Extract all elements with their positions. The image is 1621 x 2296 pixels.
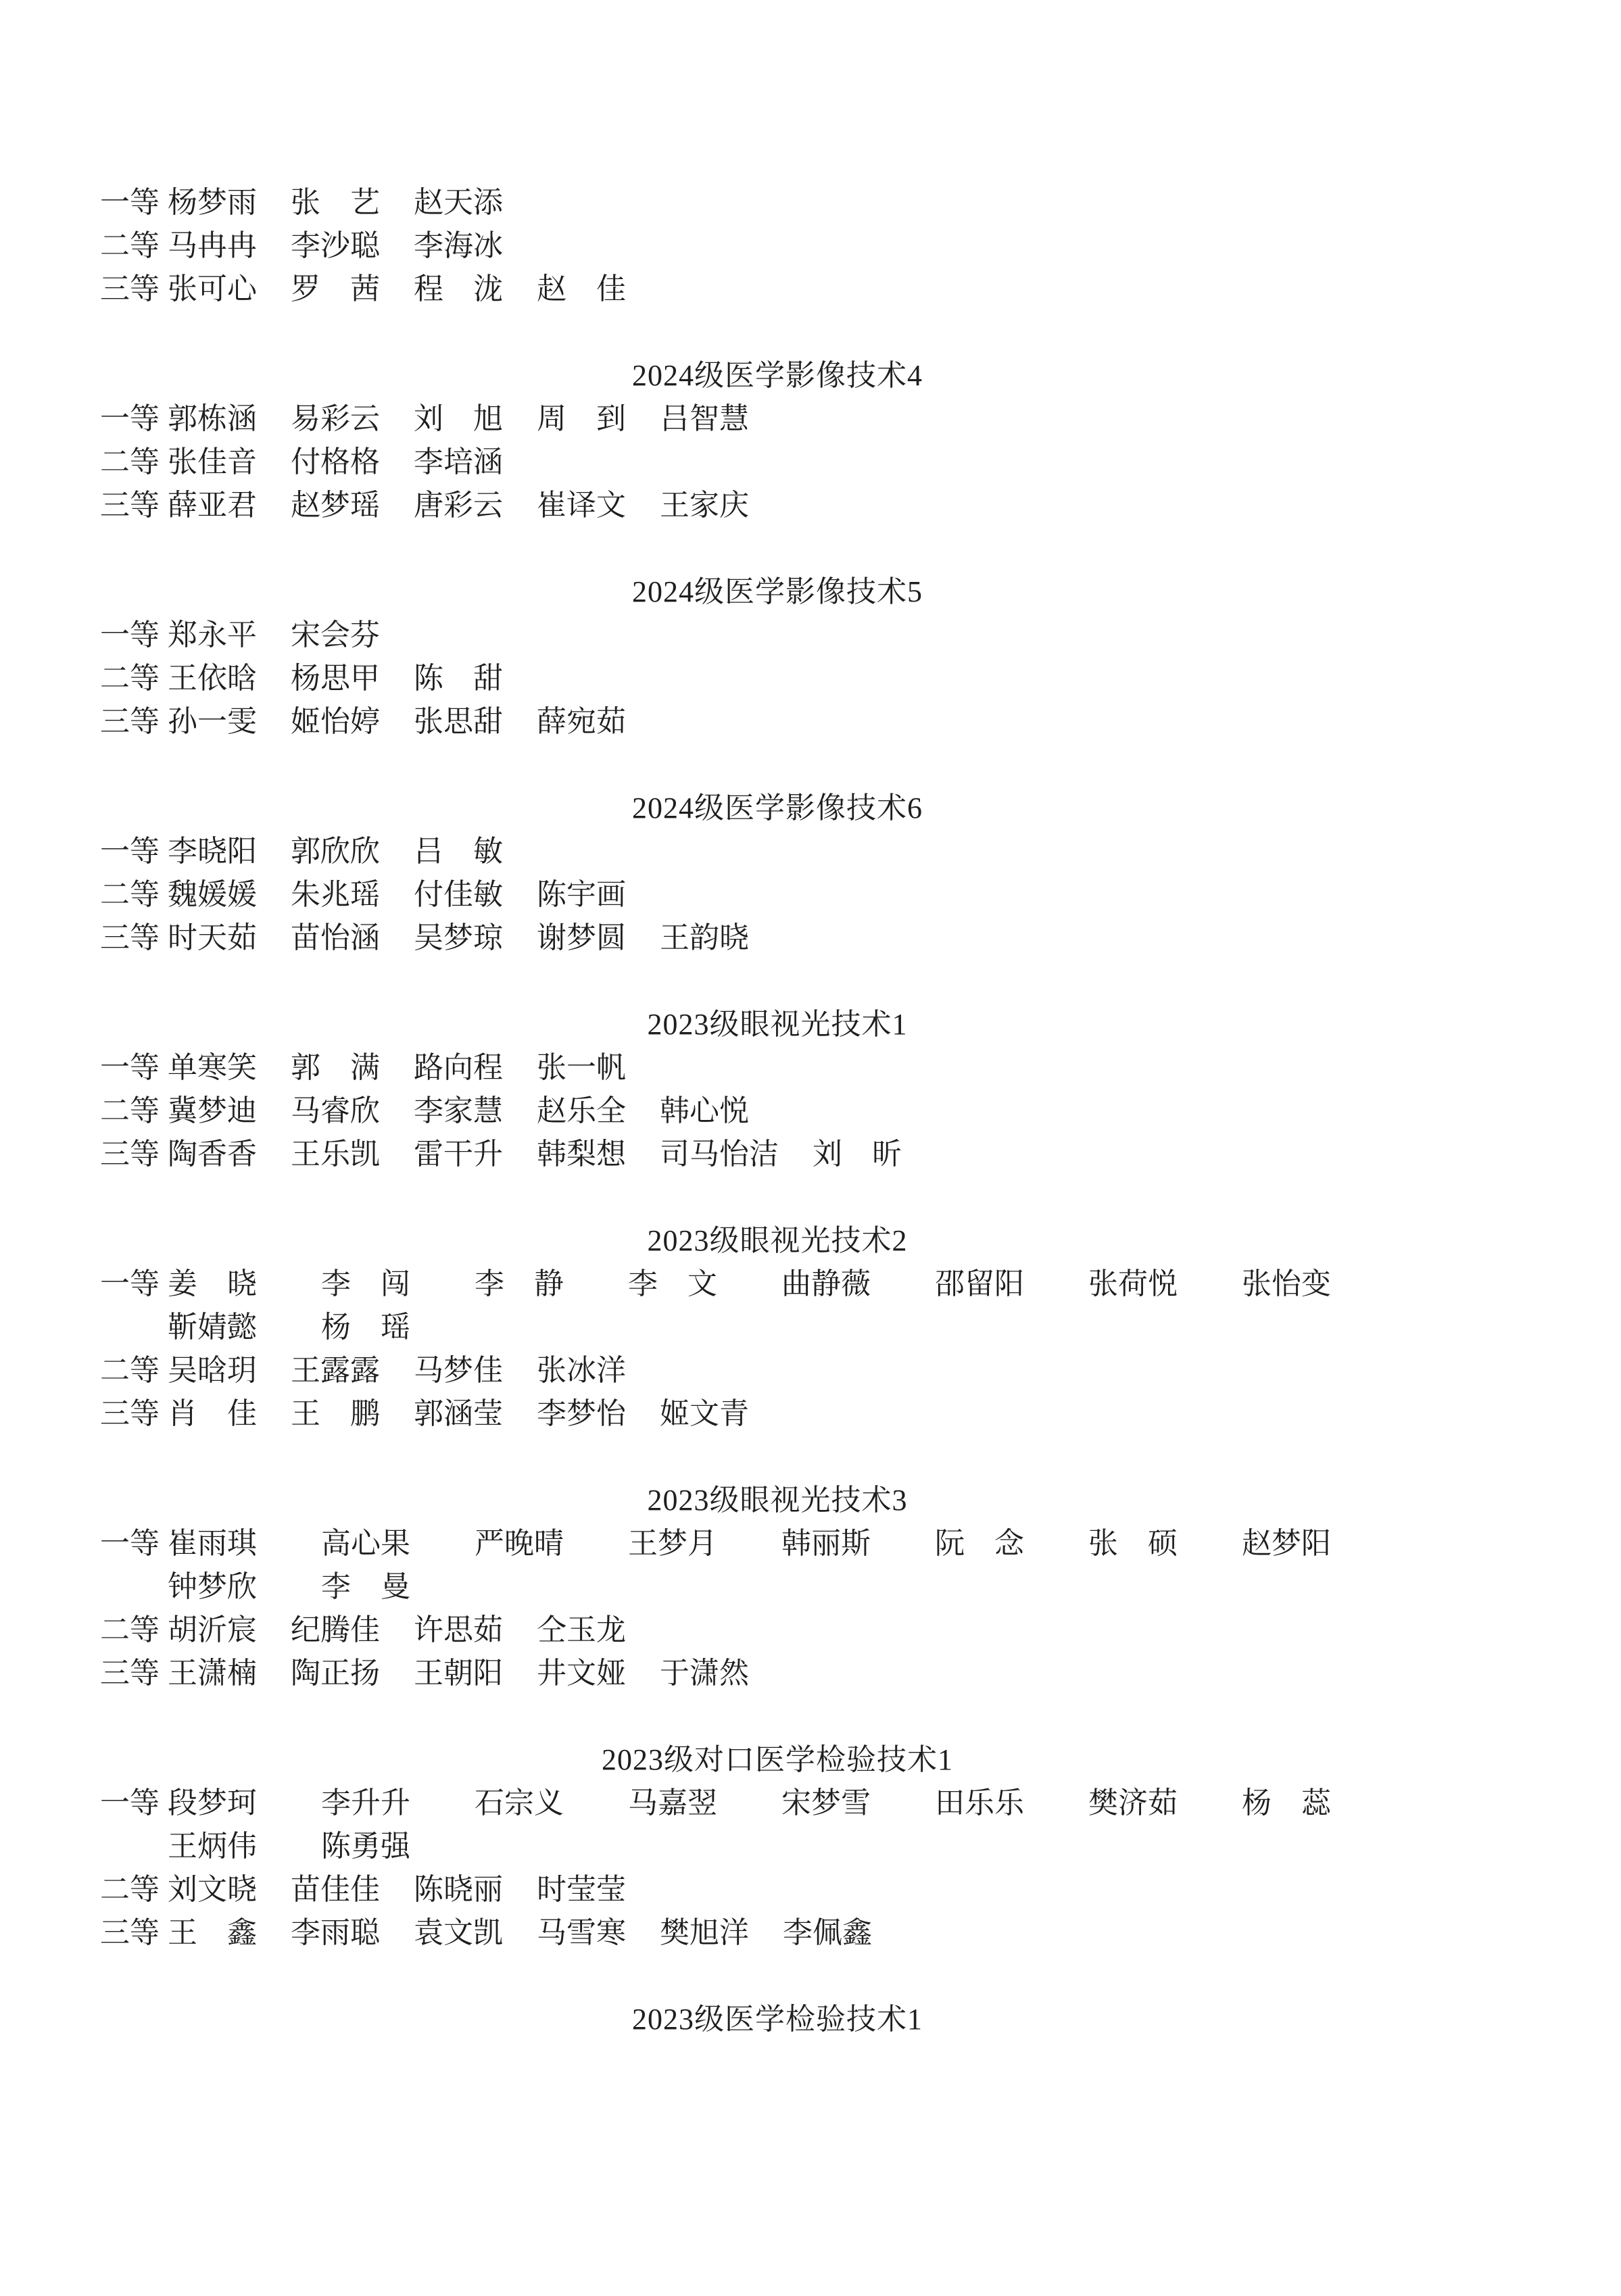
student-name: 司马怡洁 — [660, 1138, 779, 1171]
student-name: 李升升 — [321, 1786, 410, 1819]
student-name: 李沙聪 — [291, 229, 380, 262]
award-row — [100, 1522, 1455, 1565]
student-name: 吕 敏 — [414, 835, 503, 868]
student-name: 马雪寒 — [537, 1916, 626, 1949]
student-name: 李家慧 — [414, 1094, 503, 1127]
section-title: 2023级医学检验技术1 — [632, 2003, 923, 2036]
student-name: 唐彩云 — [414, 489, 503, 522]
names-line — [168, 614, 1455, 657]
names-line — [168, 397, 1455, 441]
grade-label: 一等 — [100, 402, 160, 435]
student-name: 张佳音 — [168, 445, 257, 479]
student-name: 许思茹 — [414, 1613, 503, 1646]
student-name: 时天茹 — [168, 921, 257, 954]
names-line — [168, 484, 1455, 527]
student-name: 韩心悦 — [660, 1094, 749, 1127]
student-name: 樊旭洋 — [660, 1916, 749, 1949]
student-name: 时莹莹 — [537, 1873, 626, 1906]
student-name: 李雨聪 — [291, 1916, 380, 1949]
award-row-continuation — [100, 1825, 1455, 1868]
names-line — [168, 830, 1455, 873]
student-name: 张冰洋 — [537, 1354, 626, 1387]
award-section — [100, 570, 1455, 743]
award-row — [100, 700, 1455, 743]
student-name: 王依晗 — [168, 662, 257, 695]
award-section — [100, 181, 1455, 311]
student-name: 陈 甜 — [414, 662, 503, 695]
student-name: 袁文凯 — [414, 1916, 503, 1949]
student-name: 吕智慧 — [660, 402, 749, 435]
award-row — [100, 1782, 1455, 1825]
student-name: 郭欣欣 — [291, 835, 380, 868]
grade-label: 三等 — [100, 1397, 160, 1430]
student-name: 冀梦迪 — [168, 1094, 257, 1127]
student-name: 仝玉龙 — [537, 1613, 626, 1646]
student-name: 马嘉翌 — [628, 1786, 717, 1819]
grade-label: 一等 — [100, 186, 160, 219]
student-name: 李 文 — [628, 1267, 717, 1300]
student-name: 付佳敏 — [414, 878, 503, 911]
names-line — [168, 700, 1455, 743]
student-name: 赵天添 — [414, 186, 503, 219]
student-name: 段梦珂 — [168, 1786, 257, 1819]
student-name: 雷干升 — [414, 1138, 503, 1171]
student-name: 樊济茹 — [1088, 1786, 1178, 1819]
award-row — [100, 224, 1455, 268]
student-name: 李 曼 — [321, 1570, 410, 1603]
student-name: 胡沂宸 — [168, 1613, 257, 1646]
student-name: 赵梦阳 — [1242, 1527, 1331, 1560]
student-name: 钟梦欣 — [168, 1570, 257, 1603]
grade-label: 一等 — [100, 1267, 160, 1300]
names-line — [168, 1652, 1455, 1695]
award-section — [100, 1219, 1455, 1436]
names-line — [168, 268, 1455, 311]
student-name: 张怡变 — [1242, 1267, 1331, 1300]
student-name: 刘文晓 — [168, 1873, 257, 1906]
award-row — [100, 614, 1455, 657]
student-name: 崔雨琪 — [168, 1527, 257, 1560]
student-name: 韩梨想 — [537, 1138, 626, 1171]
grade-label: 一等 — [100, 835, 160, 868]
student-name: 王 鑫 — [168, 1916, 257, 1949]
grade-label: 三等 — [100, 1138, 160, 1171]
student-name: 邵留阳 — [935, 1267, 1024, 1300]
student-name: 魏媛媛 — [168, 878, 257, 911]
award-row — [100, 873, 1455, 917]
student-name: 陶香香 — [168, 1138, 257, 1171]
student-name: 杨梦雨 — [168, 186, 257, 219]
student-name: 王炳伟 — [168, 1830, 257, 1863]
student-name: 陈宇画 — [537, 878, 626, 911]
names-line — [168, 1609, 1455, 1652]
names-line — [168, 1263, 1455, 1306]
grade-label: 一等 — [100, 1786, 160, 1819]
grade-label: 三等 — [100, 921, 160, 954]
student-name: 姬文青 — [660, 1397, 749, 1430]
student-name: 马梦佳 — [414, 1354, 503, 1387]
award-row — [100, 441, 1455, 484]
names-line — [168, 917, 1455, 960]
student-name: 杨 蕊 — [1242, 1786, 1331, 1819]
section-title: 2023级眼视光技术2 — [647, 1224, 908, 1257]
section-title: 2023级眼视光技术3 — [647, 1484, 908, 1517]
names-line — [168, 1522, 1455, 1565]
names-line — [168, 873, 1455, 917]
student-name: 杨 瑶 — [321, 1311, 410, 1344]
grade-label: 三等 — [100, 489, 160, 522]
student-name: 周 到 — [537, 402, 626, 435]
student-name: 田乐乐 — [935, 1786, 1024, 1819]
student-name: 薛宛茹 — [537, 705, 626, 738]
student-name: 马睿欣 — [291, 1094, 380, 1127]
student-name: 郑永平 — [168, 618, 257, 652]
student-name: 严晚晴 — [475, 1527, 564, 1560]
student-name: 王朝阳 — [414, 1657, 503, 1690]
names-line — [168, 1392, 1455, 1436]
student-name: 付格格 — [291, 445, 380, 479]
student-name: 李晓阳 — [168, 835, 257, 868]
student-name: 石宗义 — [475, 1786, 564, 1819]
student-name: 李 闯 — [321, 1267, 410, 1300]
names-line — [168, 181, 1455, 224]
student-name: 王 鹏 — [291, 1397, 380, 1430]
award-section — [100, 1738, 1455, 1955]
grade-label: 二等 — [100, 1873, 160, 1906]
student-name: 苗怡涵 — [291, 921, 380, 954]
student-name: 姜 晓 — [168, 1267, 257, 1300]
grade-label: 二等 — [100, 1354, 160, 1387]
names-line — [168, 657, 1455, 700]
student-name: 郭栋涵 — [168, 402, 257, 435]
student-name: 郭涵莹 — [414, 1397, 503, 1430]
award-row — [100, 397, 1455, 441]
award-row — [100, 917, 1455, 960]
section-title: 2024级医学影像技术5 — [632, 575, 923, 608]
award-section — [100, 787, 1455, 960]
student-name: 崔译文 — [537, 489, 626, 522]
student-name: 谢梦圆 — [537, 921, 626, 954]
student-name: 张 硕 — [1088, 1527, 1178, 1560]
award-row-continuation — [100, 1565, 1455, 1609]
student-name: 曲静薇 — [781, 1267, 871, 1300]
student-name: 王乐凯 — [291, 1138, 380, 1171]
student-name: 郭 满 — [291, 1051, 380, 1084]
student-name: 朱兆瑶 — [291, 878, 380, 911]
award-row — [100, 484, 1455, 527]
names-line — [168, 1868, 1455, 1911]
award-row — [100, 657, 1455, 700]
grade-label: 三等 — [100, 272, 160, 306]
award-row — [100, 830, 1455, 873]
student-name: 刘 旭 — [414, 402, 503, 435]
student-name: 肖 佳 — [168, 1397, 257, 1430]
award-row — [100, 268, 1455, 311]
student-name: 宋会芬 — [291, 618, 380, 652]
student-name: 苗佳佳 — [291, 1873, 380, 1906]
award-row — [100, 1133, 1455, 1176]
award-row — [100, 1392, 1455, 1436]
student-name: 李培涵 — [414, 445, 503, 479]
student-name: 宋梦雪 — [781, 1786, 871, 1819]
award-row — [100, 1263, 1455, 1306]
award-section — [100, 1003, 1455, 1176]
names-line — [168, 1825, 1455, 1868]
names-line — [168, 441, 1455, 484]
student-name: 井文娅 — [537, 1657, 626, 1690]
student-name: 赵 佳 — [537, 272, 626, 306]
document-content — [100, 181, 1455, 2041]
student-name: 易彩云 — [291, 402, 380, 435]
student-name: 吴梦琼 — [414, 921, 503, 954]
student-name: 王梦月 — [628, 1527, 717, 1560]
student-name: 于潇然 — [660, 1657, 749, 1690]
award-row — [100, 1090, 1455, 1133]
student-name: 韩丽斯 — [781, 1527, 871, 1560]
section-title: 2024级医学影像技术4 — [632, 359, 923, 392]
student-name: 陈晓丽 — [414, 1873, 503, 1906]
names-line — [168, 1046, 1455, 1090]
award-section — [100, 1998, 1455, 2041]
student-name: 高心果 — [321, 1527, 410, 1560]
section-title: 2023级对口医学检验技术1 — [602, 1743, 953, 1776]
names-line — [168, 1911, 1455, 1955]
student-name: 马冉冉 — [168, 229, 257, 262]
student-name: 张 艺 — [291, 186, 380, 219]
student-name: 张荷悦 — [1088, 1267, 1178, 1300]
award-row — [100, 1349, 1455, 1392]
student-name: 王露露 — [291, 1354, 380, 1387]
names-line — [168, 1565, 1455, 1609]
names-line — [168, 1090, 1455, 1133]
grade-label: 三等 — [100, 1916, 160, 1949]
names-line — [168, 1306, 1455, 1349]
student-name: 李海冰 — [414, 229, 503, 262]
award-row-continuation — [100, 1306, 1455, 1349]
award-row — [100, 1911, 1455, 1955]
student-name: 阮 念 — [935, 1527, 1024, 1560]
student-name: 纪腾佳 — [291, 1613, 380, 1646]
grade-label: 二等 — [100, 1094, 160, 1127]
student-name: 陈勇强 — [321, 1830, 410, 1863]
award-section — [100, 354, 1455, 527]
student-name: 吴晗玥 — [168, 1354, 257, 1387]
names-line — [168, 1782, 1455, 1825]
student-name: 刘 昕 — [813, 1138, 902, 1171]
section-title: 2023级眼视光技术1 — [647, 1008, 908, 1041]
student-name: 路向程 — [414, 1051, 503, 1084]
student-name: 单寒笑 — [168, 1051, 257, 1084]
award-row — [100, 181, 1455, 224]
grade-label: 二等 — [100, 445, 160, 479]
student-name: 王韵晓 — [660, 921, 749, 954]
grade-label: 二等 — [100, 229, 160, 262]
student-name: 王家庆 — [660, 489, 749, 522]
student-name: 李佩鑫 — [783, 1916, 872, 1949]
grade-label: 二等 — [100, 1613, 160, 1646]
grade-label: 一等 — [100, 1051, 160, 1084]
student-name: 李 静 — [475, 1267, 564, 1300]
student-name: 张一帆 — [537, 1051, 626, 1084]
student-name: 薛亚君 — [168, 489, 257, 522]
student-name: 陶正扬 — [291, 1657, 380, 1690]
grade-label: 一等 — [100, 1527, 160, 1560]
student-name: 李梦怡 — [537, 1397, 626, 1430]
student-name: 姬怡婷 — [291, 705, 380, 738]
student-name: 孙一雯 — [168, 705, 257, 738]
student-name: 张可心 — [168, 272, 257, 306]
student-name: 王潇楠 — [168, 1657, 257, 1690]
student-name: 张思甜 — [414, 705, 503, 738]
names-line — [168, 1349, 1455, 1392]
award-section — [100, 1479, 1455, 1695]
grade-label: 二等 — [100, 878, 160, 911]
student-name: 靳婧懿 — [168, 1311, 257, 1344]
award-row — [100, 1609, 1455, 1652]
award-row — [100, 1652, 1455, 1695]
student-name: 赵乐全 — [537, 1094, 626, 1127]
award-row — [100, 1868, 1455, 1911]
grade-label: 三等 — [100, 1657, 160, 1690]
student-name: 赵梦瑶 — [291, 489, 380, 522]
award-row — [100, 1046, 1455, 1090]
student-name: 程 泷 — [414, 272, 503, 306]
names-line — [168, 1133, 1455, 1176]
section-title: 2024级医学影像技术6 — [632, 791, 923, 825]
grade-label: 二等 — [100, 662, 160, 695]
names-line — [168, 224, 1455, 268]
student-name: 罗 茜 — [291, 272, 380, 306]
student-name: 杨思甲 — [291, 662, 380, 695]
grade-label: 三等 — [100, 705, 160, 738]
grade-label: 一等 — [100, 618, 160, 652]
